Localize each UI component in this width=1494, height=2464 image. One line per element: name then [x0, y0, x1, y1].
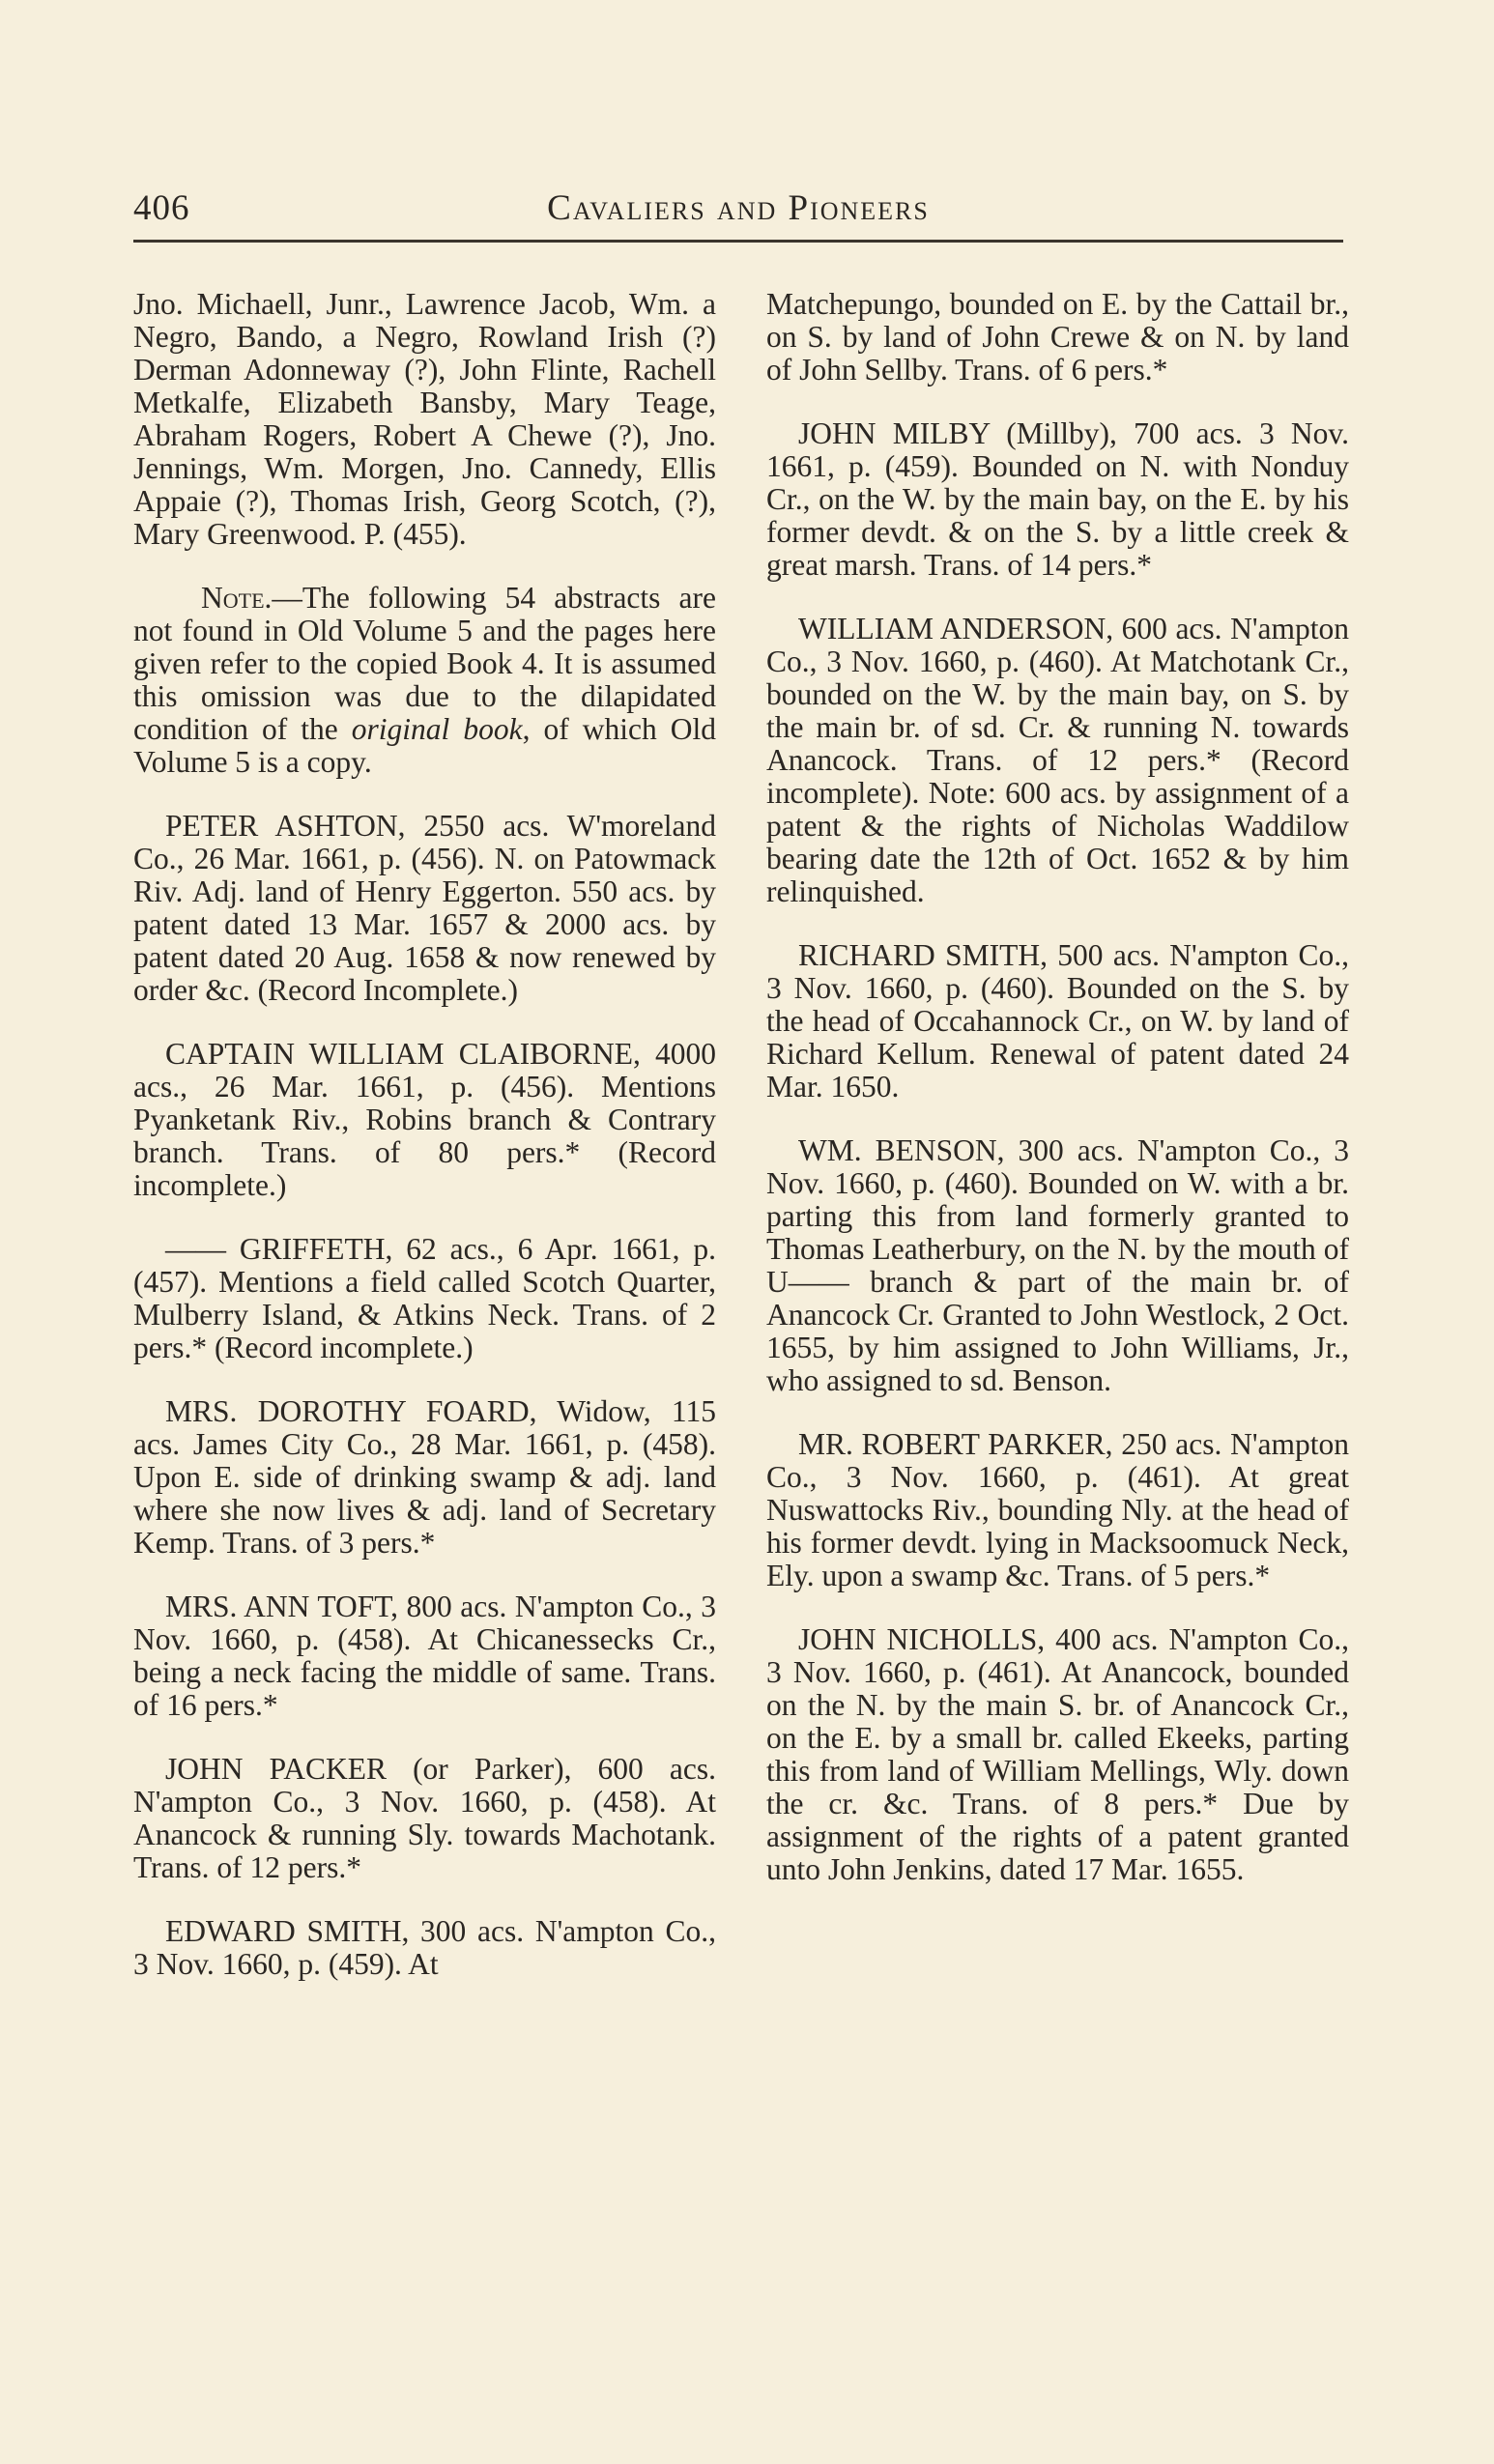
page-number: 406 [133, 188, 190, 228]
land-entry-nicholls: JOHN NICHOLLS, 400 acs. N'ampton Co., 3 Nov. 1660, p. (461). At Anancock, bounded on the N. by the main S. br. of Anancock Cr., on the E. by a small br. called Ekeeks, parting this from land of William Mellings, Wly. down the cr. &c. Trans. of 8 pers.* Due by assignment of the rights of a patent granted unto John Jenkins, dated 17 Mar. 1655. [766, 1622, 1349, 1886]
continued-entry: Jno. Michaell, Junr., Lawrence Jacob, Wm. a Negro, Bando, a Negro, Rowland Irish (?) Derman Adonneway (?), John Flinte, Rachell Metkalfe, Elizabeth Bansby, Mary Teage, Abraham Rogers, Robert A Chewe (?), Jno. Jennings, Wm. Morgen, Jno. Cannedy, Ellis Appaie (?), Thomas Irish, Georg Scotch, (?), Mary Greenwood. P. (455). [133, 287, 716, 551]
right-column [766, 288, 1349, 1917]
land-entry-packer: JOHN PACKER (or Parker), 600 acs. N'ampton Co., 3 Nov. 1660, p. (458). At Anancock & running Sly. towards Machotank. Trans. of 12 pers.* [133, 1752, 716, 1884]
land-entry-edward-smith: EDWARD SMITH, 300 acs. N'ampton Co., 3 Nov. 1660, p. (459). At [133, 1914, 716, 1981]
land-entry-griffeth: —— GRIFFETH, 62 acs., 6 Apr. 1661, p. (457). Mentions a field called Scotch Quarter, Mulberry Island, & Atkins Neck. Trans. of 2 pers.* (Record incomplete.) [133, 1232, 716, 1364]
land-entry-toft: MRS. ANN TOFT, 800 acs. N'ampton Co., 3 Nov. 1660, p. (458). At Chicanessecks Cr., being a neck facing the middle of same. Trans. of 16 pers.* [133, 1590, 716, 1722]
note-label: Note. [201, 581, 273, 615]
land-entry-milby: JOHN MILBY (Millby), 700 acs. 3 Nov. 1661, p. (459). Bounded on N. with Nonduy Cr., on the W. by the main bay, on the E. by his former devdt. & on the S. by a little creek & great marsh. Trans. of 14 pers.* [766, 416, 1349, 582]
land-entry-claiborne: CAPTAIN WILLIAM CLAIBORNE, 4000 acs., 26 Mar. 1661, p. (456). Mentions Pyanketank Riv., Robins branch & Contrary branch. Trans. of 80 pers.* (Record incomplete.) [133, 1037, 716, 1202]
editorial-note [133, 582, 716, 779]
note-text-b: , of which Old Volume 5 is a copy. [133, 712, 716, 779]
land-entry-benson: WM. BENSON, 300 acs. N'ampton Co., 3 Nov. 1660, p. (460). Bounded on W. with a br. parting this from land formerly granted to Thomas Leatherbury, on the N. by the mouth of U—— branch & part of the main br. of Anancock Cr. Granted to John Westlock, 2 Oct. 1655, by him assigned to John Williams, Jr., who assigned to sd. Benson. [766, 1133, 1349, 1397]
continued-entry-right: Matchepungo, bounded on E. by the Cattail br., on S. by land of John Crewe & on N. by land of John Sellby. Trans. of 6 pers.* [766, 287, 1349, 387]
land-entry-parker: MR. ROBERT PARKER, 250 acs. N'ampton Co., 3 Nov. 1660, p. (461). At great Nuswattocks Riv., bounding Nly. at the head of his former devdt. lying in Macksoomuck Neck, Ely. upon a swamp &c. Trans. of 5 pers.* [766, 1427, 1349, 1592]
land-entry-ashton: PETER ASHTON, 2550 acs. W'moreland Co., 26 Mar. 1661, p. (456). N. on Patowmack Riv. Adj. land of Henry Eggerton. 550 acs. by patent dated 13 Mar. 1657 & 2000 acs. by patent dated 20 Aug. 1658 & now renewed by order &c. (Record Incomplete.) [133, 809, 716, 1007]
land-entry-richard-smith: RICHARD SMITH, 500 acs. N'ampton Co., 3 Nov. 1660, p. (460). Bounded on the S. by the head of Occahannock Cr., on W. by land of Richard Kellum. Renewal of patent dated 24 Mar. 1650. [766, 938, 1349, 1103]
land-entry-anderson: WILLIAM ANDERSON, 600 acs. N'ampton Co., 3 Nov. 1660, p. (460). At Matchotank Cr., bounded on the W. by the main bay, on S. by the main br. of sd. Cr. & running N. towards Anancock. Trans. of 12 pers.* (Record incomplete). Note: 600 acs. by assignment of a patent & the rights of Nicholas Waddilow bearing date the 12th of Oct. 1652 & by him relinquished. [766, 612, 1349, 908]
left-column [133, 288, 716, 2012]
note-text-a: —The following 54 abstracts are not found in Old Volume 5 and the pages here given refer to the copied Book 4. It is assumed this omission was due to the dilapidated condition of the [133, 581, 716, 746]
note-italic: original book [351, 712, 523, 746]
running-head: Cavaliers and Pioneers [547, 188, 930, 228]
land-entry-foard: MRS. DOROTHY FOARD, Widow, 115 acs. James City Co., 28 Mar. 1661, p. (458). Upon E. side of drinking swamp & adj. land where she now lives & adj. land of Secretary Kemp. Trans. of 3 pers.* [133, 1394, 716, 1560]
page-header [133, 182, 1343, 243]
